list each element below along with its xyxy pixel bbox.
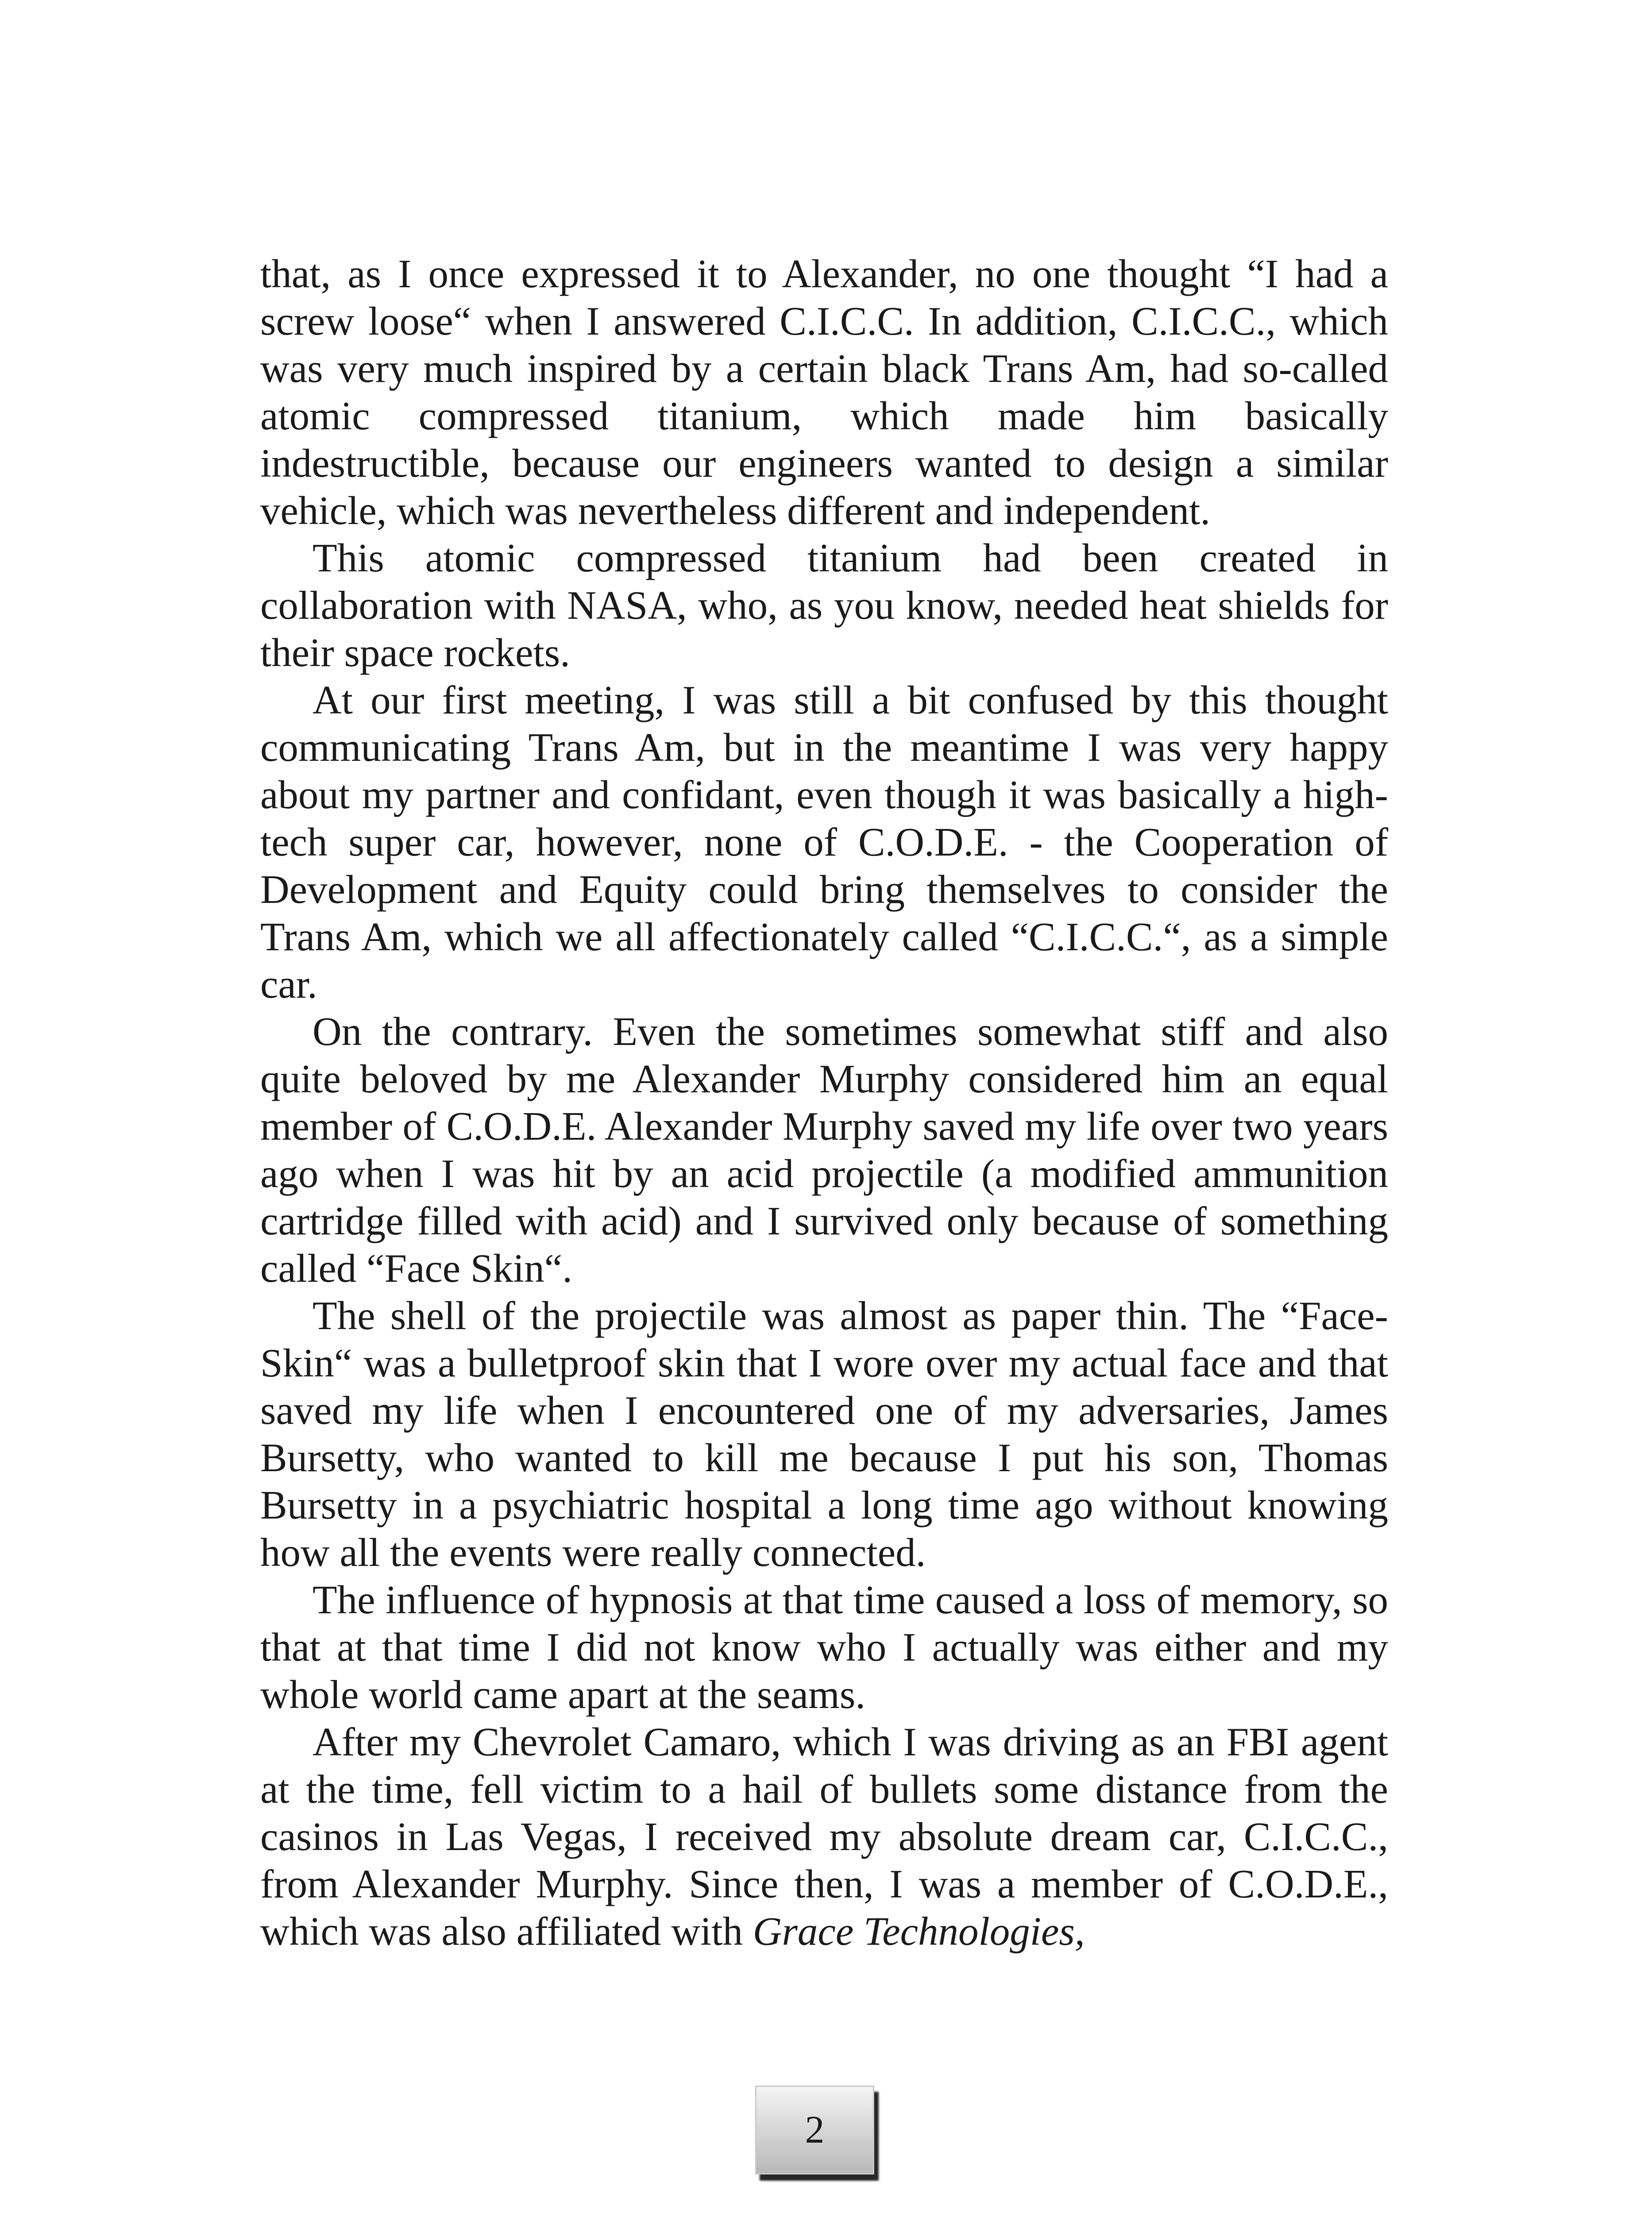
paragraph-2: This atomic compressed titanium had been created in collaboration with NASA, who, as you know, needed heat shields for their space rockets. [260, 536, 1388, 675]
body-text [260, 250, 1388, 1955]
paragraph-7 [260, 1718, 1388, 1955]
page-number-box [755, 2086, 874, 2174]
paragraph-3: At our first meeting, I was still a bit confused by this thought communicating Trans Am, but in the meantime I was very happy about my partner and confidant, even though it was basically a high-tech super car, however, none of C.O.D.E. - the Cooperation of Development and Equity could bring themselves to consider the Trans Am, which we all affectionately called “C.I.C.C.“, as a simple car. [260, 678, 1388, 1006]
paragraph-5: The shell of the projectile was almost as paper thin. The “Face-Skin“ was a bulletproof skin that I wore over my actual face and that saved my life when I encountered one of my adversaries, James Bursetty, who wanted to kill me because I put his son, Thomas Bursetty in a psychiatric hospital a long time ago without knowing how all the events were really connected. [260, 1293, 1388, 1575]
paragraph-1: that, as I once expressed it to Alexander, no one thought “I had a screw loose“ when I answered C.I.C.C. In addition, C.I.C.C., which was very much inspired by a certain black Trans Am, had so-called atomic compressed titanium, which made him basically indestructible, because our engineers wanted to design a similar vehicle, which was nevertheless different and independent. [260, 251, 1388, 533]
paragraph-4: On the contrary. Even the sometimes somewhat stiff and also quite beloved by me Alexander Murphy considered him an equal member of C.O.D.E. Alexander Murphy saved my life over two years ago when I was hit by an acid projectile (a modified ammunition cartridge filled with acid) and I survived only because of something called “Face Skin“. [260, 1009, 1388, 1291]
paragraph-6: The influence of hypnosis at that time caused a loss of memory, so that at that time I did not know who I actually was either and my whole world came apart at the seams. [260, 1577, 1388, 1717]
paragraph-7-italic-tail: Grace Technologies, [753, 1909, 1085, 1954]
page-number: 2 [805, 2108, 825, 2151]
paragraph-7-text: After my Chevrolet Camaro, which I was driving as an FBI agent at the time, fell victim to a hail of bullets some distance from the casinos in Las Vegas, I received my absolute dream car, C.I.C.C., from Alexander Murphy. Since then, I was a member of C.O.D.E., which was also affiliated with [260, 1720, 1388, 1954]
